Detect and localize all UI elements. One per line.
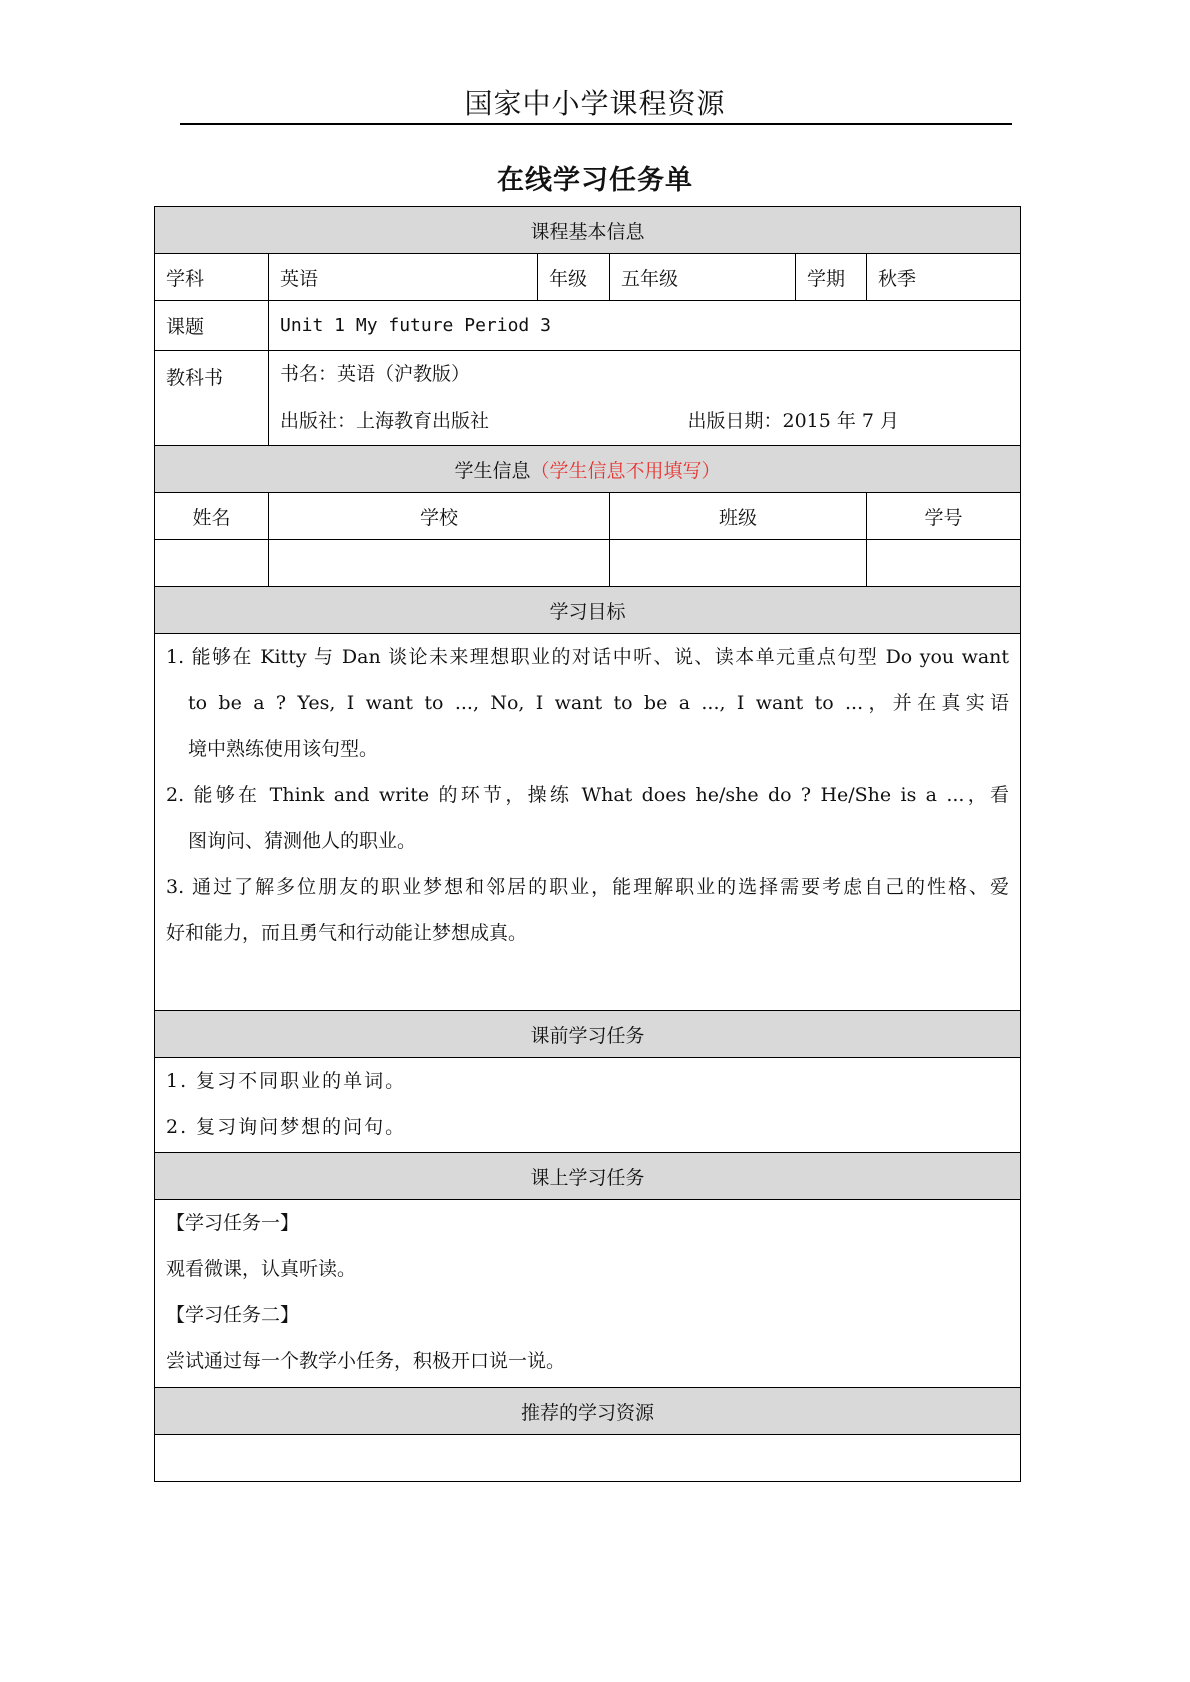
objective-1-line-2: to be a ? Yes, I want to ..., No, I want to be a ..., I want to ...，并在真实语	[188, 692, 1010, 714]
grade-label: 年级	[538, 254, 610, 301]
pre-class-section-header: 课前学习任务	[155, 1011, 1021, 1058]
student-info-section-header	[155, 446, 1021, 493]
student-id-field[interactable]	[867, 540, 1021, 587]
column-school: 学校	[269, 493, 610, 540]
pre-class-content	[155, 1058, 1021, 1153]
in-class-section-header: 课上学习任务	[155, 1153, 1021, 1200]
objective-1-line-3: 境中熟练使用该句型。	[188, 738, 379, 760]
header-divider	[180, 123, 1012, 125]
task-1-title: 【学习任务一】	[166, 1212, 300, 1234]
subject-value: 英语	[269, 254, 538, 301]
header-title: 国家中小学课程资源	[464, 87, 726, 120]
document-title: 在线学习任务单	[497, 165, 693, 196]
term-label: 学期	[796, 254, 867, 301]
task-1-text: 观看微课，认真听读。	[166, 1258, 357, 1280]
task-sheet-table	[154, 206, 1021, 1482]
publisher: 出版社：上海教育出版社	[280, 410, 490, 432]
textbook-label: 教科书	[155, 351, 269, 446]
column-name: 姓名	[155, 493, 269, 540]
student-info-label: 学生信息	[454, 459, 531, 482]
subject-label: 学科	[155, 254, 269, 301]
term-value: 秋季	[867, 254, 1021, 301]
student-info-note: （学生信息不用填写）	[530, 459, 721, 482]
class-field[interactable]	[610, 540, 867, 587]
column-class: 班级	[610, 493, 867, 540]
column-student-id: 学号	[867, 493, 1021, 540]
in-class-content	[155, 1200, 1021, 1388]
name-field[interactable]	[155, 540, 269, 587]
task-2-text: 尝试通过每一个教学小任务，积极开口说一说。	[166, 1350, 566, 1372]
book-name: 书名：英语（沪教版）	[280, 363, 471, 385]
publisher-row	[280, 398, 1009, 445]
pre-class-item-1: 1. 复习不同职业的单词。	[166, 1070, 407, 1092]
course-info-section-header: 课程基本信息	[155, 207, 1021, 254]
school-field[interactable]	[269, 540, 610, 587]
publish-date: 出版日期：2015 年 7 月	[687, 410, 900, 432]
resources-section-header: 推荐的学习资源	[155, 1388, 1021, 1435]
objectives-content	[155, 634, 1021, 1011]
objectives-section-header: 学习目标	[155, 587, 1021, 634]
task-2-title: 【学习任务二】	[166, 1304, 300, 1326]
objective-2-line-2: 图询问、猜测他人的职业。	[188, 830, 417, 852]
textbook-info	[269, 351, 1021, 446]
resources-content[interactable]	[155, 1435, 1021, 1482]
objective-3-line-1: 3. 通过了解多位朋友的职业梦想和邻居的职业，能理解职业的选择需要考虑自己的性格、爱	[166, 876, 1010, 898]
objective-2-line-1: 2. 能够在 Think and write 的环节，操练 What does he/she do ? He/She is a ...，看	[166, 784, 1010, 806]
topic-value: Unit 1 My future Period 3	[269, 301, 1021, 351]
grade-value: 五年级	[610, 254, 796, 301]
pre-class-item-2: 2. 复习询问梦想的问句。	[166, 1116, 407, 1138]
topic-label: 课题	[155, 301, 269, 351]
objective-3-line-2: 好和能力，而且勇气和行动能让梦想成真。	[166, 922, 528, 944]
objective-1-line-1: 1. 能够在 Kitty 与 Dan 谈论未来理想职业的对话中听、说、读本单元重点句型 Do you want	[166, 646, 1010, 668]
